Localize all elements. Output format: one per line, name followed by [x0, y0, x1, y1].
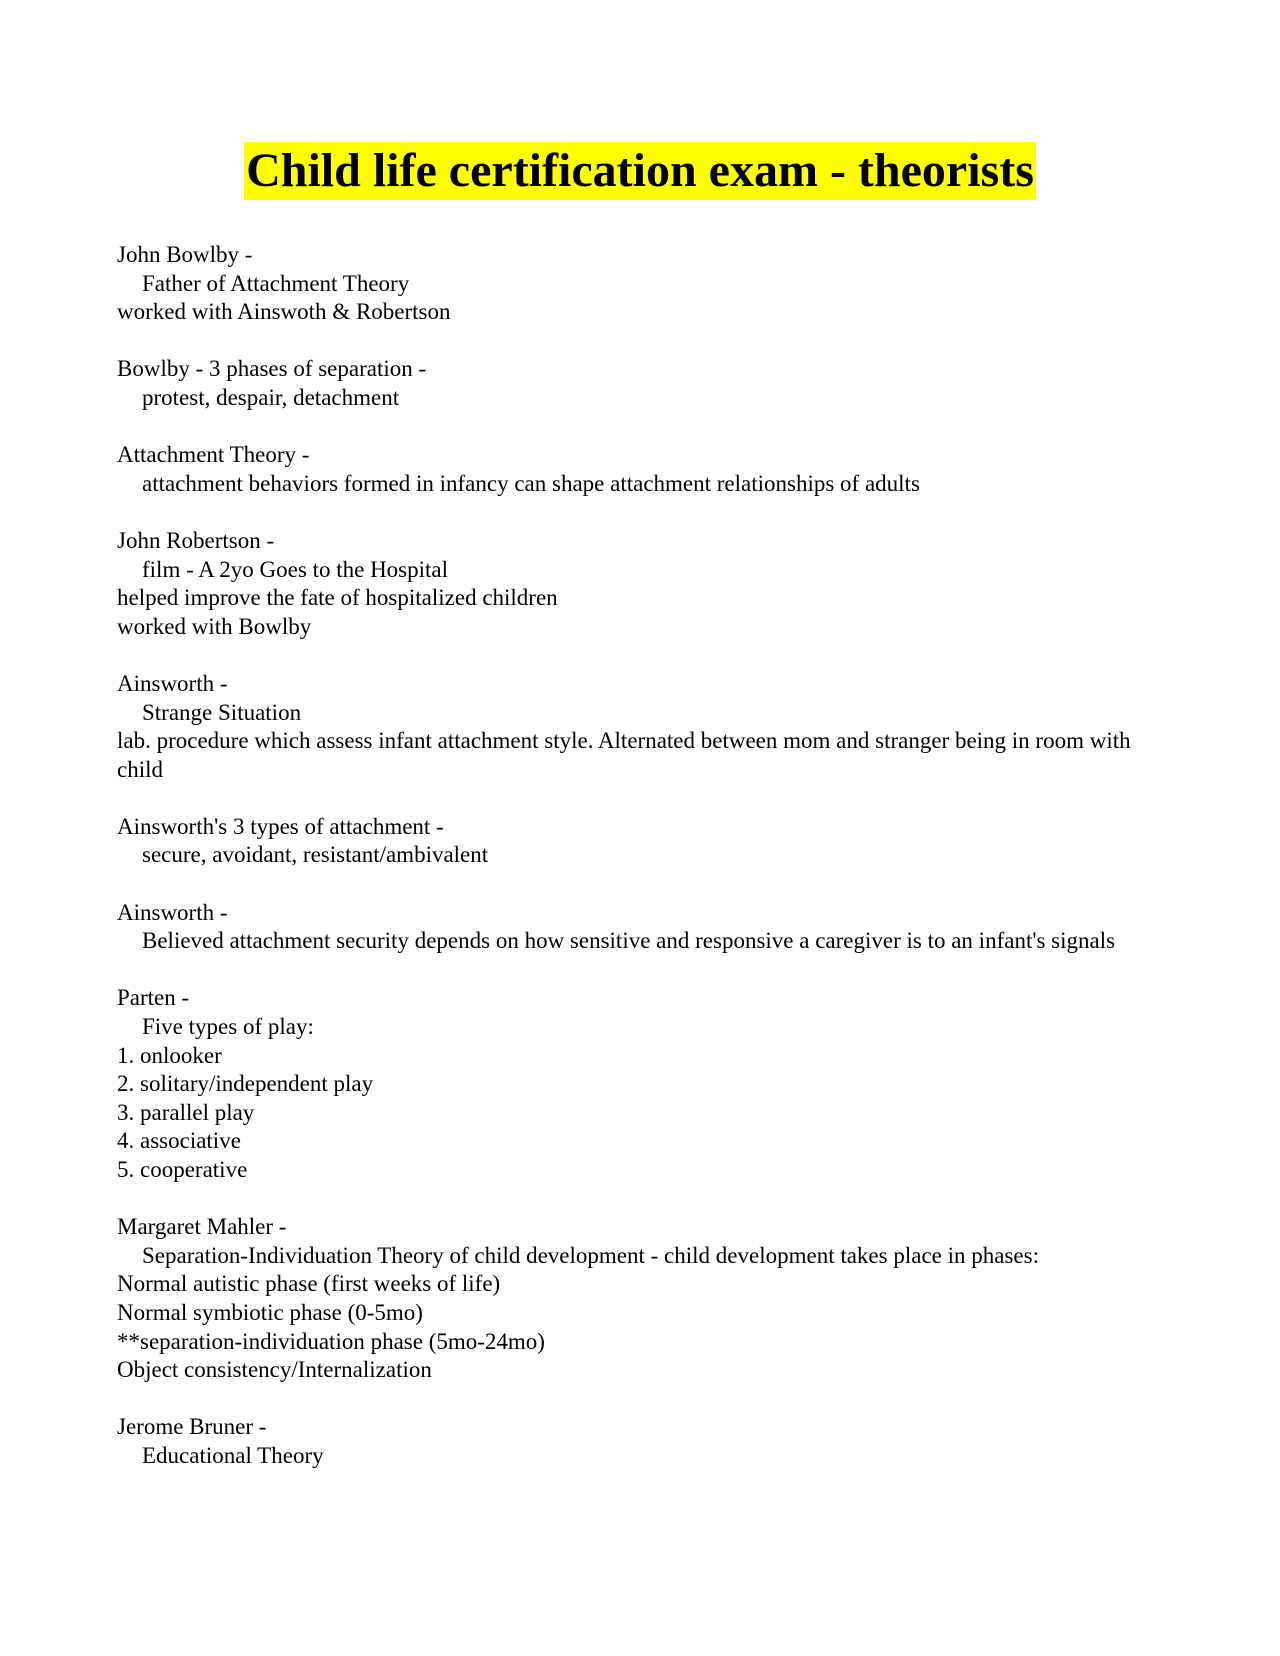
- flashcard-entry: [117, 441, 1142, 498]
- term: Ainsworth -: [117, 899, 228, 925]
- flashcard-entry: [117, 1213, 1142, 1385]
- definition-line: 1. onlooker: [117, 1042, 222, 1068]
- term: Parten -: [117, 985, 190, 1011]
- definition-line: Five types of play:: [142, 1014, 314, 1040]
- definition-line: attachment behaviors formed in infancy can shape attachment relationships of adults: [142, 470, 920, 496]
- definition-line: 3. parallel play: [117, 1099, 255, 1125]
- definition-line: Father of Attachment Theory: [142, 270, 410, 296]
- definition-line: Believed attachment security depends on how sensitive and responsive a caregiver is to an infant's signals: [142, 928, 1116, 954]
- term: Attachment Theory -: [117, 442, 310, 468]
- definition-line: **separation-individuation phase (5mo-24mo): [117, 1328, 545, 1354]
- definition-line: 5. cooperative: [117, 1157, 248, 1182]
- definition-line: 4. associative: [117, 1128, 241, 1154]
- definition-line: Object consistency/Internalization: [117, 1357, 432, 1383]
- flashcard-entry: [117, 899, 1142, 956]
- flashcard-entry: [117, 813, 1142, 870]
- definition-line: Normal symbiotic phase (0-5mo): [117, 1299, 423, 1325]
- definition-line: secure, avoidant, resistant/ambivalent: [142, 842, 489, 868]
- definition-line: Strange Situation: [142, 699, 302, 725]
- term: John Robertson -: [117, 527, 275, 553]
- title-container: [0, 142, 1280, 200]
- definition-line: 2. solitary/independent play: [117, 1071, 374, 1097]
- definition-line: Normal autistic phase (first weeks of life): [117, 1271, 501, 1297]
- flashcard-entry: [117, 670, 1142, 784]
- term: Bowlby - 3 phases of separation -: [117, 356, 427, 382]
- term: Margaret Mahler -: [117, 1214, 287, 1240]
- flashcard-list: [117, 241, 1142, 1499]
- flashcard-entry: [117, 355, 1142, 412]
- flashcard-entry: [117, 984, 1142, 1184]
- term: Ainsworth's 3 types of attachment -: [117, 813, 444, 839]
- term: Jerome Bruner -: [117, 1414, 267, 1440]
- definition-line: protest, despair, detachment: [142, 384, 400, 410]
- definition-line: film - A 2yo Goes to the Hospital: [142, 556, 449, 582]
- definition-line: Separation-Individuation Theory of child development - child development takes place in phases:: [142, 1242, 1039, 1268]
- definition-line: helped improve the fate of hospitalized children: [117, 585, 558, 611]
- flashcard-entry: [117, 527, 1142, 641]
- term: Ainsworth -: [117, 670, 228, 696]
- definition-line: Educational Theory: [142, 1442, 324, 1468]
- document-title: Child life certification exam - theorists: [244, 142, 1036, 200]
- definition-line: lab. procedure which assess infant attachment style. Alternated between mom and stranger being in room with child: [117, 728, 1137, 782]
- definition-line: worked with Ainswoth & Robertson: [117, 299, 451, 325]
- definition-line: worked with Bowlby: [117, 613, 312, 639]
- flashcard-entry: [117, 1413, 1142, 1470]
- term: John Bowlby -: [117, 242, 253, 267]
- flashcard-entry: [117, 241, 1142, 327]
